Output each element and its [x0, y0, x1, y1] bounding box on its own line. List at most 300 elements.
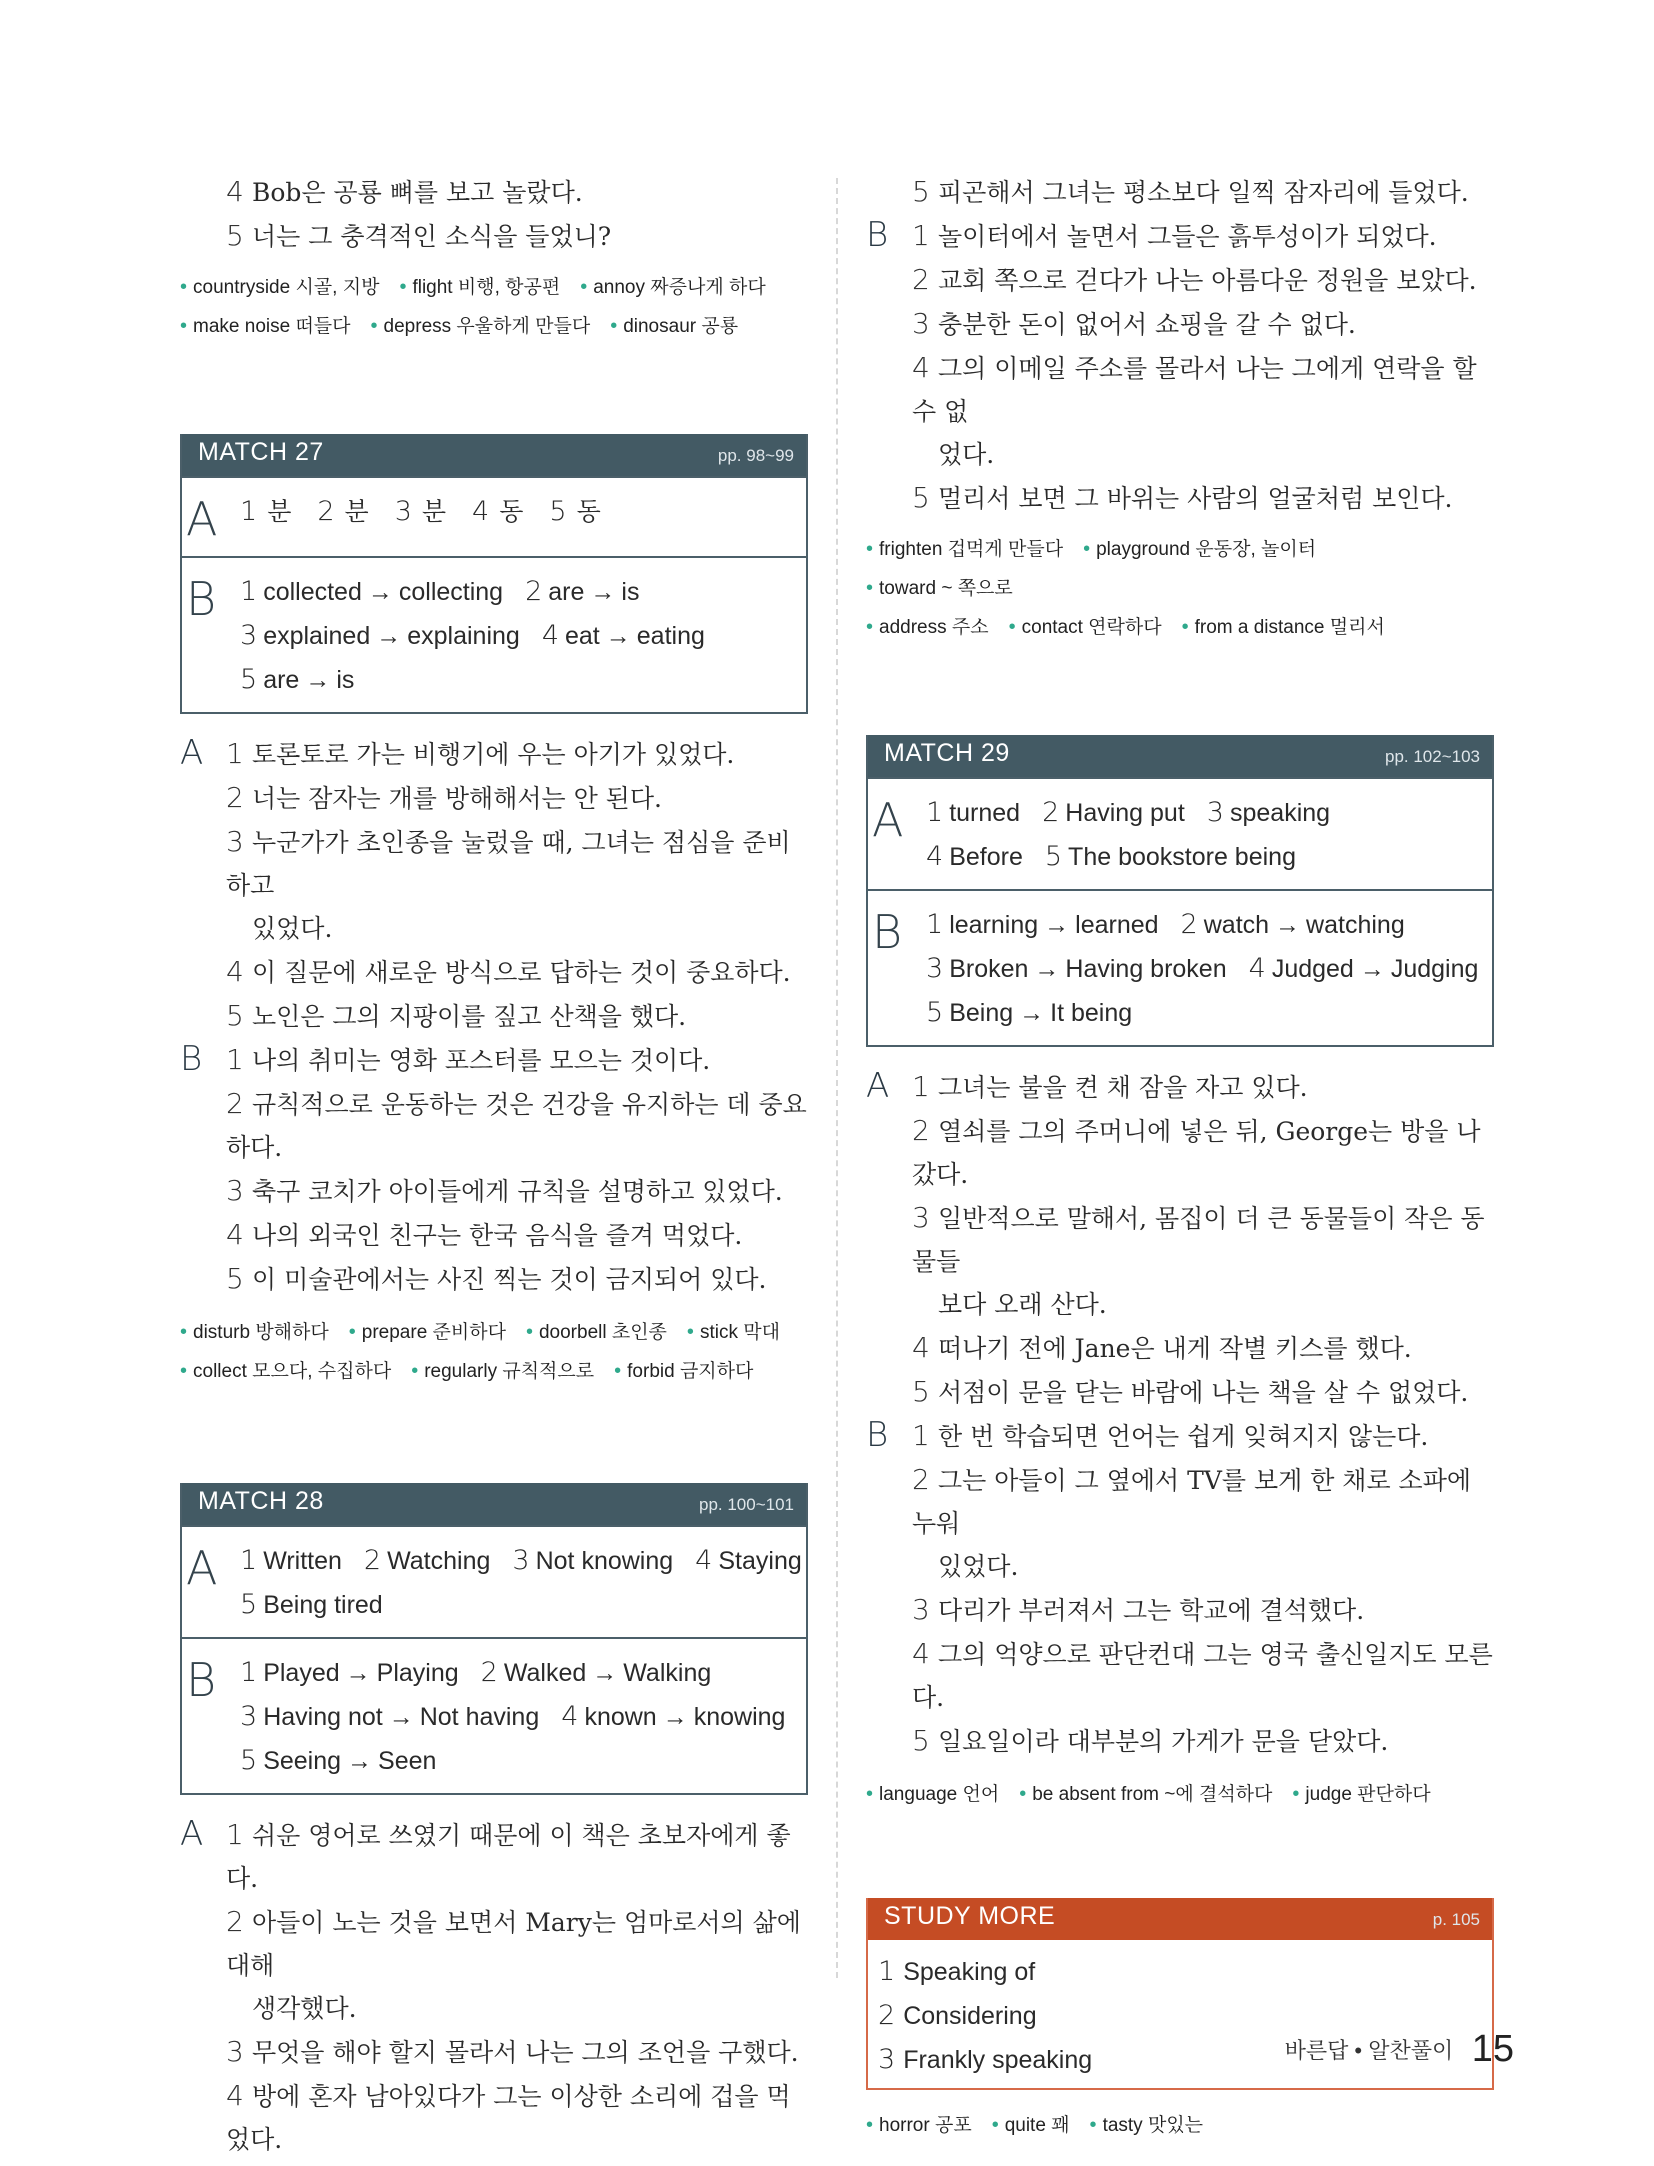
sentence-text: 노인은 그의 지팡이를 짚고 산책을 했다. — [252, 1002, 687, 1031]
wrong-text: explained — [263, 622, 371, 650]
bullet-icon: • — [1008, 616, 1016, 638]
sentence-item — [180, 1900, 808, 1987]
item-number: 3 — [394, 496, 416, 527]
sentence-item — [180, 1038, 808, 1082]
vocab-text: language 언어 — [879, 1784, 1000, 1805]
correction-item — [525, 578, 639, 606]
sentence-text: 그의 이메일 주소를 몰라서 나는 그에게 연락을 할 수 없 — [912, 354, 1477, 426]
item-number: 3 — [226, 1174, 244, 1207]
item-number: 2 — [1180, 909, 1198, 940]
wrong-text: collected — [263, 578, 362, 606]
item-number: 1 — [878, 1956, 896, 1987]
vocab-list — [180, 268, 808, 346]
vocab-text: playground 운동장, 놀이터 — [1096, 539, 1317, 560]
answer-row — [182, 1695, 806, 1739]
answer-row — [868, 835, 1492, 879]
item-number: 3 — [912, 307, 930, 340]
correction-item — [561, 1703, 785, 1731]
arrow-icon: → — [367, 578, 393, 606]
bullet-icon: • — [180, 1321, 188, 1343]
vocab-item — [526, 1322, 667, 1343]
section-letter: A — [872, 793, 904, 847]
sentence-item — [866, 258, 1494, 302]
sentence-item — [866, 476, 1494, 520]
sentence-item — [866, 1065, 1494, 1109]
corrected-text: Judging — [1390, 955, 1479, 983]
vocab-text: horror 공포 — [879, 2115, 972, 2136]
match29-box — [866, 735, 1494, 1047]
vocab-item — [580, 277, 765, 298]
sentence-item — [180, 2074, 808, 2161]
vocab-item — [1090, 2115, 1203, 2136]
item-number: 1 — [240, 496, 262, 527]
arrow-icon: → — [376, 622, 402, 650]
item-number: 4 — [541, 620, 559, 651]
bullet-icon: • — [866, 616, 874, 638]
item-number: 5 — [549, 496, 571, 527]
vocab-text: doorbell 초인종 — [538, 1322, 667, 1343]
vocab-row — [866, 530, 1494, 608]
sentence-text: 교회 쪽으로 걷다가 나는 아름다운 정원을 보았다. — [938, 266, 1477, 295]
answer-item — [240, 1547, 342, 1575]
vocab-row — [180, 307, 808, 346]
bullet-icon: • — [1019, 1783, 1027, 1805]
sentence-text: 방에 혼자 남아있다가 그는 이상한 소리에 겁을 먹었다. — [226, 2082, 791, 2154]
sentence-text: 이 질문에 새로운 방식으로 답하는 것이 중요하다. — [252, 958, 791, 987]
item-number: 3 — [912, 1593, 930, 1626]
study-more-title: STUDY MORE — [884, 1902, 1056, 1930]
wrong-text: Having not — [263, 1703, 383, 1731]
answer-row — [868, 903, 1492, 947]
item-number: 4 — [561, 1701, 579, 1732]
corrected-text: knowing — [693, 1703, 786, 1731]
item-number: 5 — [912, 1724, 930, 1757]
match28-a — [182, 1525, 806, 1637]
answer-row — [182, 570, 806, 614]
bullet-icon: • — [525, 1321, 533, 1343]
sentence-continuation: 있었다. — [252, 914, 333, 943]
match29-header — [868, 735, 1492, 777]
sentence-text: 그녀는 불을 켠 채 잠을 자고 있다. — [938, 1073, 1308, 1102]
sentence-text: Bob은 공룡 뼈를 보고 놀랐다. — [252, 178, 583, 207]
wrong-text: eat — [565, 622, 600, 650]
bullet-icon: • — [1181, 616, 1189, 638]
vocab-item — [992, 2115, 1070, 2136]
bullet-icon: • — [866, 538, 874, 560]
corrected-text: It being — [1050, 999, 1133, 1027]
item-number: 4 — [226, 2079, 244, 2112]
sentence-item — [180, 820, 808, 907]
sentence-text: 떠나기 전에 Jane은 내게 작별 키스를 했다. — [938, 1334, 1412, 1363]
match29-sentences-a — [866, 1065, 1494, 1414]
sentence-text: 아들이 노는 것을 보면서 Mary는 엄마로서의 삶에 대해 — [226, 1908, 801, 1980]
vocab-text: judge 판단하다 — [1305, 1784, 1431, 1805]
answer-text: 분 — [267, 497, 296, 526]
vocab-item — [1009, 617, 1162, 638]
vocab-row — [866, 1775, 1494, 1814]
correction-item — [481, 1659, 712, 1687]
sentence-item — [866, 1109, 1494, 1196]
match27-title: MATCH 27 — [198, 438, 324, 466]
vocab-item — [1292, 1784, 1430, 1805]
arrow-icon: → — [347, 1747, 373, 1775]
sentence-item — [180, 170, 808, 214]
sentence-item — [866, 1414, 1494, 1458]
item-number: 5 — [912, 481, 930, 514]
bullet-icon: • — [411, 1360, 419, 1382]
column-divider — [836, 178, 838, 1978]
match28-b — [182, 1637, 806, 1793]
vocab-text: quite 꽤 — [1004, 2115, 1070, 2136]
answer-text: 동 — [499, 497, 528, 526]
sentence-text: 나의 취미는 영화 포스터를 모으는 것이다. — [252, 1046, 711, 1075]
answer-row — [182, 490, 806, 534]
arrow-icon: → — [1034, 955, 1060, 983]
item-number: 2 — [878, 2000, 896, 2031]
arrow-icon: → — [605, 622, 631, 650]
item-number: 4 — [226, 175, 244, 208]
arrow-icon: → — [1359, 955, 1385, 983]
item-number: 1 — [226, 1818, 244, 1851]
answer-row — [868, 947, 1492, 991]
corrected-text: collecting — [398, 578, 504, 606]
sentence-item — [180, 1813, 808, 1900]
sentence-item — [866, 302, 1494, 346]
item-number: 2 — [226, 1087, 244, 1120]
section-letter: B — [872, 905, 903, 959]
answer-row — [182, 1539, 806, 1583]
corrected-text: is — [621, 578, 640, 606]
match28-pages: pp. 100~101 — [698, 1495, 794, 1514]
item-number: 5 — [226, 219, 244, 252]
answer-item — [695, 1547, 802, 1575]
vocab-item — [866, 2115, 972, 2136]
item-number: 4 — [472, 496, 494, 527]
match28-sentences-b — [866, 214, 1494, 520]
answer-text: speaking — [1229, 799, 1331, 827]
arrow-icon: → — [388, 1703, 414, 1731]
arrow-icon: → — [592, 1659, 618, 1687]
item-number: 5 — [240, 664, 258, 695]
sentence-text: 나의 외국인 친구는 한국 음식을 즐겨 먹었다. — [252, 1221, 743, 1250]
match27-header — [182, 434, 806, 476]
sentence-item — [866, 1326, 1494, 1370]
item-number: 4 — [226, 955, 244, 988]
footer-brand: 바른답 • 알찬풀이 — [1284, 2038, 1454, 2063]
item-number: 1 — [240, 576, 258, 607]
page-footer — [1285, 2028, 1514, 2071]
answer-text: Frankly speaking — [903, 2046, 1093, 2074]
sentence-text: 너는 그 충격적인 소식을 들었니? — [252, 222, 612, 251]
sentence-item — [180, 214, 808, 258]
vocab-item — [866, 578, 1013, 599]
bullet-icon: • — [1089, 2114, 1097, 2136]
sentence-item — [180, 950, 808, 994]
sentence-item — [866, 346, 1494, 433]
item-number: 2 — [363, 1545, 382, 1576]
match28-sentences-a — [180, 1813, 808, 2161]
corrected-text: Playing — [376, 1659, 459, 1687]
sentence-text: 그의 억양으로 판단컨대 그는 영국 출신일지도 모른다. — [912, 1640, 1493, 1712]
sentence-continuation: 었다. — [938, 440, 995, 469]
sentence-continuation: 보다 오래 산다. — [938, 1290, 1107, 1319]
vocab-list — [866, 1775, 1494, 1814]
vocab-item — [687, 1322, 780, 1343]
item-number: 1 — [240, 1657, 258, 1688]
sentence-text: 한 번 학습되면 언어는 쉽게 잊혀지지 않는다. — [938, 1422, 1429, 1451]
match27-b — [182, 556, 806, 712]
section-letter: A — [180, 1814, 204, 1854]
bullet-icon: • — [866, 2114, 874, 2136]
answer-row — [182, 1651, 806, 1695]
vocab-item — [371, 316, 591, 337]
match28-box — [180, 1483, 808, 1795]
answer-text: The bookstore being — [1068, 843, 1296, 871]
item-number: 3 — [226, 825, 244, 858]
bullet-icon: • — [180, 1360, 188, 1382]
section-letter: B — [186, 572, 217, 626]
bullet-icon: • — [348, 1321, 356, 1343]
sentence-text: 서점이 문을 닫는 바람에 나는 책을 살 수 없었다. — [938, 1378, 1469, 1407]
sentence-item — [866, 1458, 1494, 1545]
answer-item — [364, 1547, 490, 1575]
correction-item — [1181, 911, 1405, 939]
vocab-row — [180, 268, 808, 307]
vocab-item — [866, 1784, 999, 1805]
item-number: 4 — [912, 1331, 930, 1364]
sentence-text: 열쇠를 그의 주머니에 넣은 뒤, George는 방을 나갔다. — [912, 1117, 1481, 1189]
arrow-icon: → — [1275, 911, 1301, 939]
item-number: 3 — [1206, 797, 1224, 828]
item-number: 1 — [926, 909, 944, 940]
match29-sentences-b — [866, 1414, 1494, 1763]
sentence-text: 일반적으로 말해서, 몸집이 더 큰 동물들이 작은 동물들 — [912, 1204, 1485, 1276]
wrong-text: Judged — [1271, 955, 1354, 983]
study-answer — [868, 1950, 1492, 1994]
item-number: 5 — [1044, 841, 1063, 872]
bullet-icon: • — [614, 1360, 622, 1382]
sentence-text: 무엇을 해야 할지 몰라서 나는 그의 조언을 구했다. — [252, 2038, 799, 2067]
vocab-text: countryside 시골, 지방 — [193, 277, 380, 298]
vocab-text: toward ~ 쪽으로 — [879, 578, 1013, 599]
vocab-item — [349, 1322, 506, 1343]
sentence-text: 규칙적으로 운동하는 것은 건강을 유지하는 데 중요하다. — [226, 1090, 807, 1162]
section-letter: B — [180, 1039, 203, 1079]
answer-row — [182, 1583, 806, 1627]
sentence-text: 충분한 돈이 없어서 쇼핑을 갈 수 없다. — [938, 310, 1356, 339]
item-number: 1 — [226, 737, 244, 770]
vocab-text: annoy 짜증나게 하다 — [593, 277, 766, 298]
item-number: 1 — [226, 1043, 244, 1076]
item-number: 2 — [1042, 797, 1060, 828]
sentence-item — [180, 776, 808, 820]
correction-item — [1249, 955, 1479, 983]
wrong-text: Walked — [503, 1659, 587, 1687]
vocab-item — [180, 1322, 329, 1343]
item-number: 2 — [317, 496, 339, 527]
study-more-header — [868, 1898, 1492, 1940]
answer-row — [868, 791, 1492, 835]
correction-item — [926, 999, 1132, 1027]
answer-item — [240, 1591, 383, 1619]
answer-text: Written — [263, 1547, 342, 1575]
sentence-item — [180, 1257, 808, 1301]
answer-item — [512, 1547, 673, 1575]
bullet-icon: • — [180, 276, 188, 298]
item-number: 2 — [480, 1657, 498, 1688]
left-column — [180, 170, 808, 2161]
vocab-text: prepare 준비하다 — [361, 1322, 506, 1343]
answer-item — [395, 497, 450, 526]
vocab-text: frighten 겁먹게 만들다 — [879, 539, 1064, 560]
match28-title: MATCH 28 — [198, 1487, 324, 1515]
match28-header — [182, 1483, 806, 1525]
bullet-icon: • — [580, 276, 588, 298]
item-number: 3 — [240, 1701, 258, 1732]
item-number: 5 — [226, 999, 244, 1032]
sentence-item — [180, 1082, 808, 1169]
corrected-text: Walking — [623, 1659, 712, 1687]
vocab-item — [180, 277, 379, 298]
match29-a — [868, 777, 1492, 889]
correction-item — [240, 1703, 539, 1731]
answer-item — [1045, 843, 1296, 871]
correction-item — [240, 666, 354, 694]
sentence-text: 일요일이라 대부분의 가게가 문을 닫았다. — [938, 1727, 1389, 1756]
vocab-list — [180, 1313, 808, 1391]
sentence-item — [866, 1588, 1494, 1632]
wrong-text: are — [548, 578, 585, 606]
sentence-text: 토론토로 가는 비행기에 우는 아기가 있었다. — [252, 740, 735, 769]
answer-text: Staying — [718, 1547, 802, 1575]
sentence-item — [180, 2030, 808, 2074]
sentence-continuation: 있었다. — [938, 1552, 1019, 1581]
answer-row — [182, 658, 806, 702]
correction-item — [926, 911, 1159, 939]
answer-text: 동 — [576, 497, 605, 526]
answer-item — [926, 799, 1020, 827]
vocab-row — [866, 2106, 1494, 2145]
vocab-item — [1083, 539, 1316, 560]
section-letter: B — [866, 1415, 889, 1455]
corrected-text: explaining — [407, 622, 520, 650]
answer-item — [317, 497, 372, 526]
sentence-item — [866, 170, 1494, 214]
vocab-item — [866, 617, 989, 638]
sentence-text: 피곤해서 그녀는 평소보다 일찍 잠자리에 들었다. — [938, 178, 1469, 207]
wrong-text: Seeing — [263, 1747, 342, 1775]
bullet-icon: • — [866, 1783, 874, 1805]
sentence-text: 놀이터에서 놀면서 그들은 흙투성이가 되었다. — [938, 222, 1437, 251]
sentence-item — [866, 1632, 1494, 1719]
bullet-icon: • — [610, 315, 618, 337]
arrow-icon: → — [305, 666, 331, 694]
wrong-text: Being — [949, 999, 1014, 1027]
right-column — [866, 170, 1494, 2145]
vocab-text: forbid 금지하다 — [627, 1361, 754, 1382]
item-number: 2 — [912, 1463, 930, 1496]
match27-a — [182, 476, 806, 556]
vocab-text: stick 막대 — [699, 1322, 780, 1343]
answer-text: turned — [949, 799, 1021, 827]
answer-item — [1042, 799, 1185, 827]
vocab-text: make noise 떠들다 — [193, 316, 351, 337]
item-number: 4 — [1248, 953, 1266, 984]
item-number: 1 — [912, 1419, 930, 1452]
vocab-list — [866, 530, 1494, 647]
vocab-text: regularly 규칙적으로 — [424, 1361, 595, 1382]
item-number: 5 — [912, 175, 930, 208]
answer-text: Being tired — [263, 1591, 383, 1619]
vocab-item — [180, 1361, 391, 1382]
vocab-item — [1019, 1784, 1272, 1805]
sentence-item — [180, 732, 808, 776]
sentence-text: 쉬운 영어로 쓰였기 때문에 이 책은 초보자에게 좋다. — [226, 1821, 791, 1893]
item-number: 1 — [240, 1545, 258, 1576]
arrow-icon: → — [590, 578, 616, 606]
item-number: 5 — [912, 1375, 930, 1408]
arrow-icon: → — [1044, 911, 1070, 939]
wrong-text: are — [263, 666, 300, 694]
vocab-row — [866, 608, 1494, 647]
vocab-text: tasty 맛있는 — [1102, 2115, 1204, 2136]
sentence-continuation: 생각했다. — [252, 1994, 357, 2023]
section-letter: A — [186, 492, 218, 546]
bullet-icon: • — [370, 315, 378, 337]
item-number: 5 — [240, 1589, 258, 1620]
sentence-item — [866, 1719, 1494, 1763]
answer-item — [926, 843, 1023, 871]
item-number: 1 — [912, 219, 930, 252]
item-number: 3 — [912, 1201, 930, 1234]
vocab-row — [180, 1352, 808, 1391]
match27-pages: pp. 98~99 — [717, 446, 794, 465]
wrong-text: watch — [1203, 911, 1270, 939]
corrected-text: Not having — [419, 1703, 540, 1731]
answer-item — [472, 497, 527, 526]
left-top-sentences — [180, 170, 808, 258]
match29-title: MATCH 29 — [884, 739, 1010, 767]
vocab-text: flight 비행, 항공편 — [412, 277, 561, 298]
correction-item — [240, 1659, 459, 1687]
answer-text: Watching — [387, 1547, 491, 1575]
answer-item — [1207, 799, 1330, 827]
sentence-text: 누군가가 초인종을 눌렀을 때, 그녀는 점심을 준비하고 — [226, 828, 791, 900]
answer-row — [868, 991, 1492, 1035]
answer-text: Considering — [903, 2002, 1037, 2030]
sentence-item — [180, 1169, 808, 1213]
item-number: 3 — [512, 1545, 530, 1576]
sentence-item — [180, 994, 808, 1038]
arrow-icon: → — [662, 1703, 688, 1731]
answer-item — [549, 497, 604, 526]
vocab-text: depress 우울하게 만들다 — [383, 316, 591, 337]
answer-text: Speaking of — [903, 1958, 1036, 1986]
item-number: 3 — [878, 2044, 896, 2075]
match29-pages: pp. 102~103 — [1384, 747, 1480, 766]
vocab-item — [614, 1361, 753, 1382]
vocab-item — [1182, 617, 1385, 638]
sentence-text: 축구 코치가 아이들에게 규칙을 설명하고 있었다. — [252, 1177, 783, 1206]
section-letter: B — [186, 1653, 217, 1707]
item-number: 2 — [912, 263, 930, 296]
bullet-icon: • — [1083, 538, 1091, 560]
vocab-item — [411, 1361, 594, 1382]
sentence-text: 이 미술관에서는 사진 찍는 것이 금지되어 있다. — [252, 1265, 767, 1294]
section-letter: A — [866, 1066, 890, 1106]
item-number: 4 — [226, 1218, 244, 1251]
correction-item — [542, 622, 705, 650]
